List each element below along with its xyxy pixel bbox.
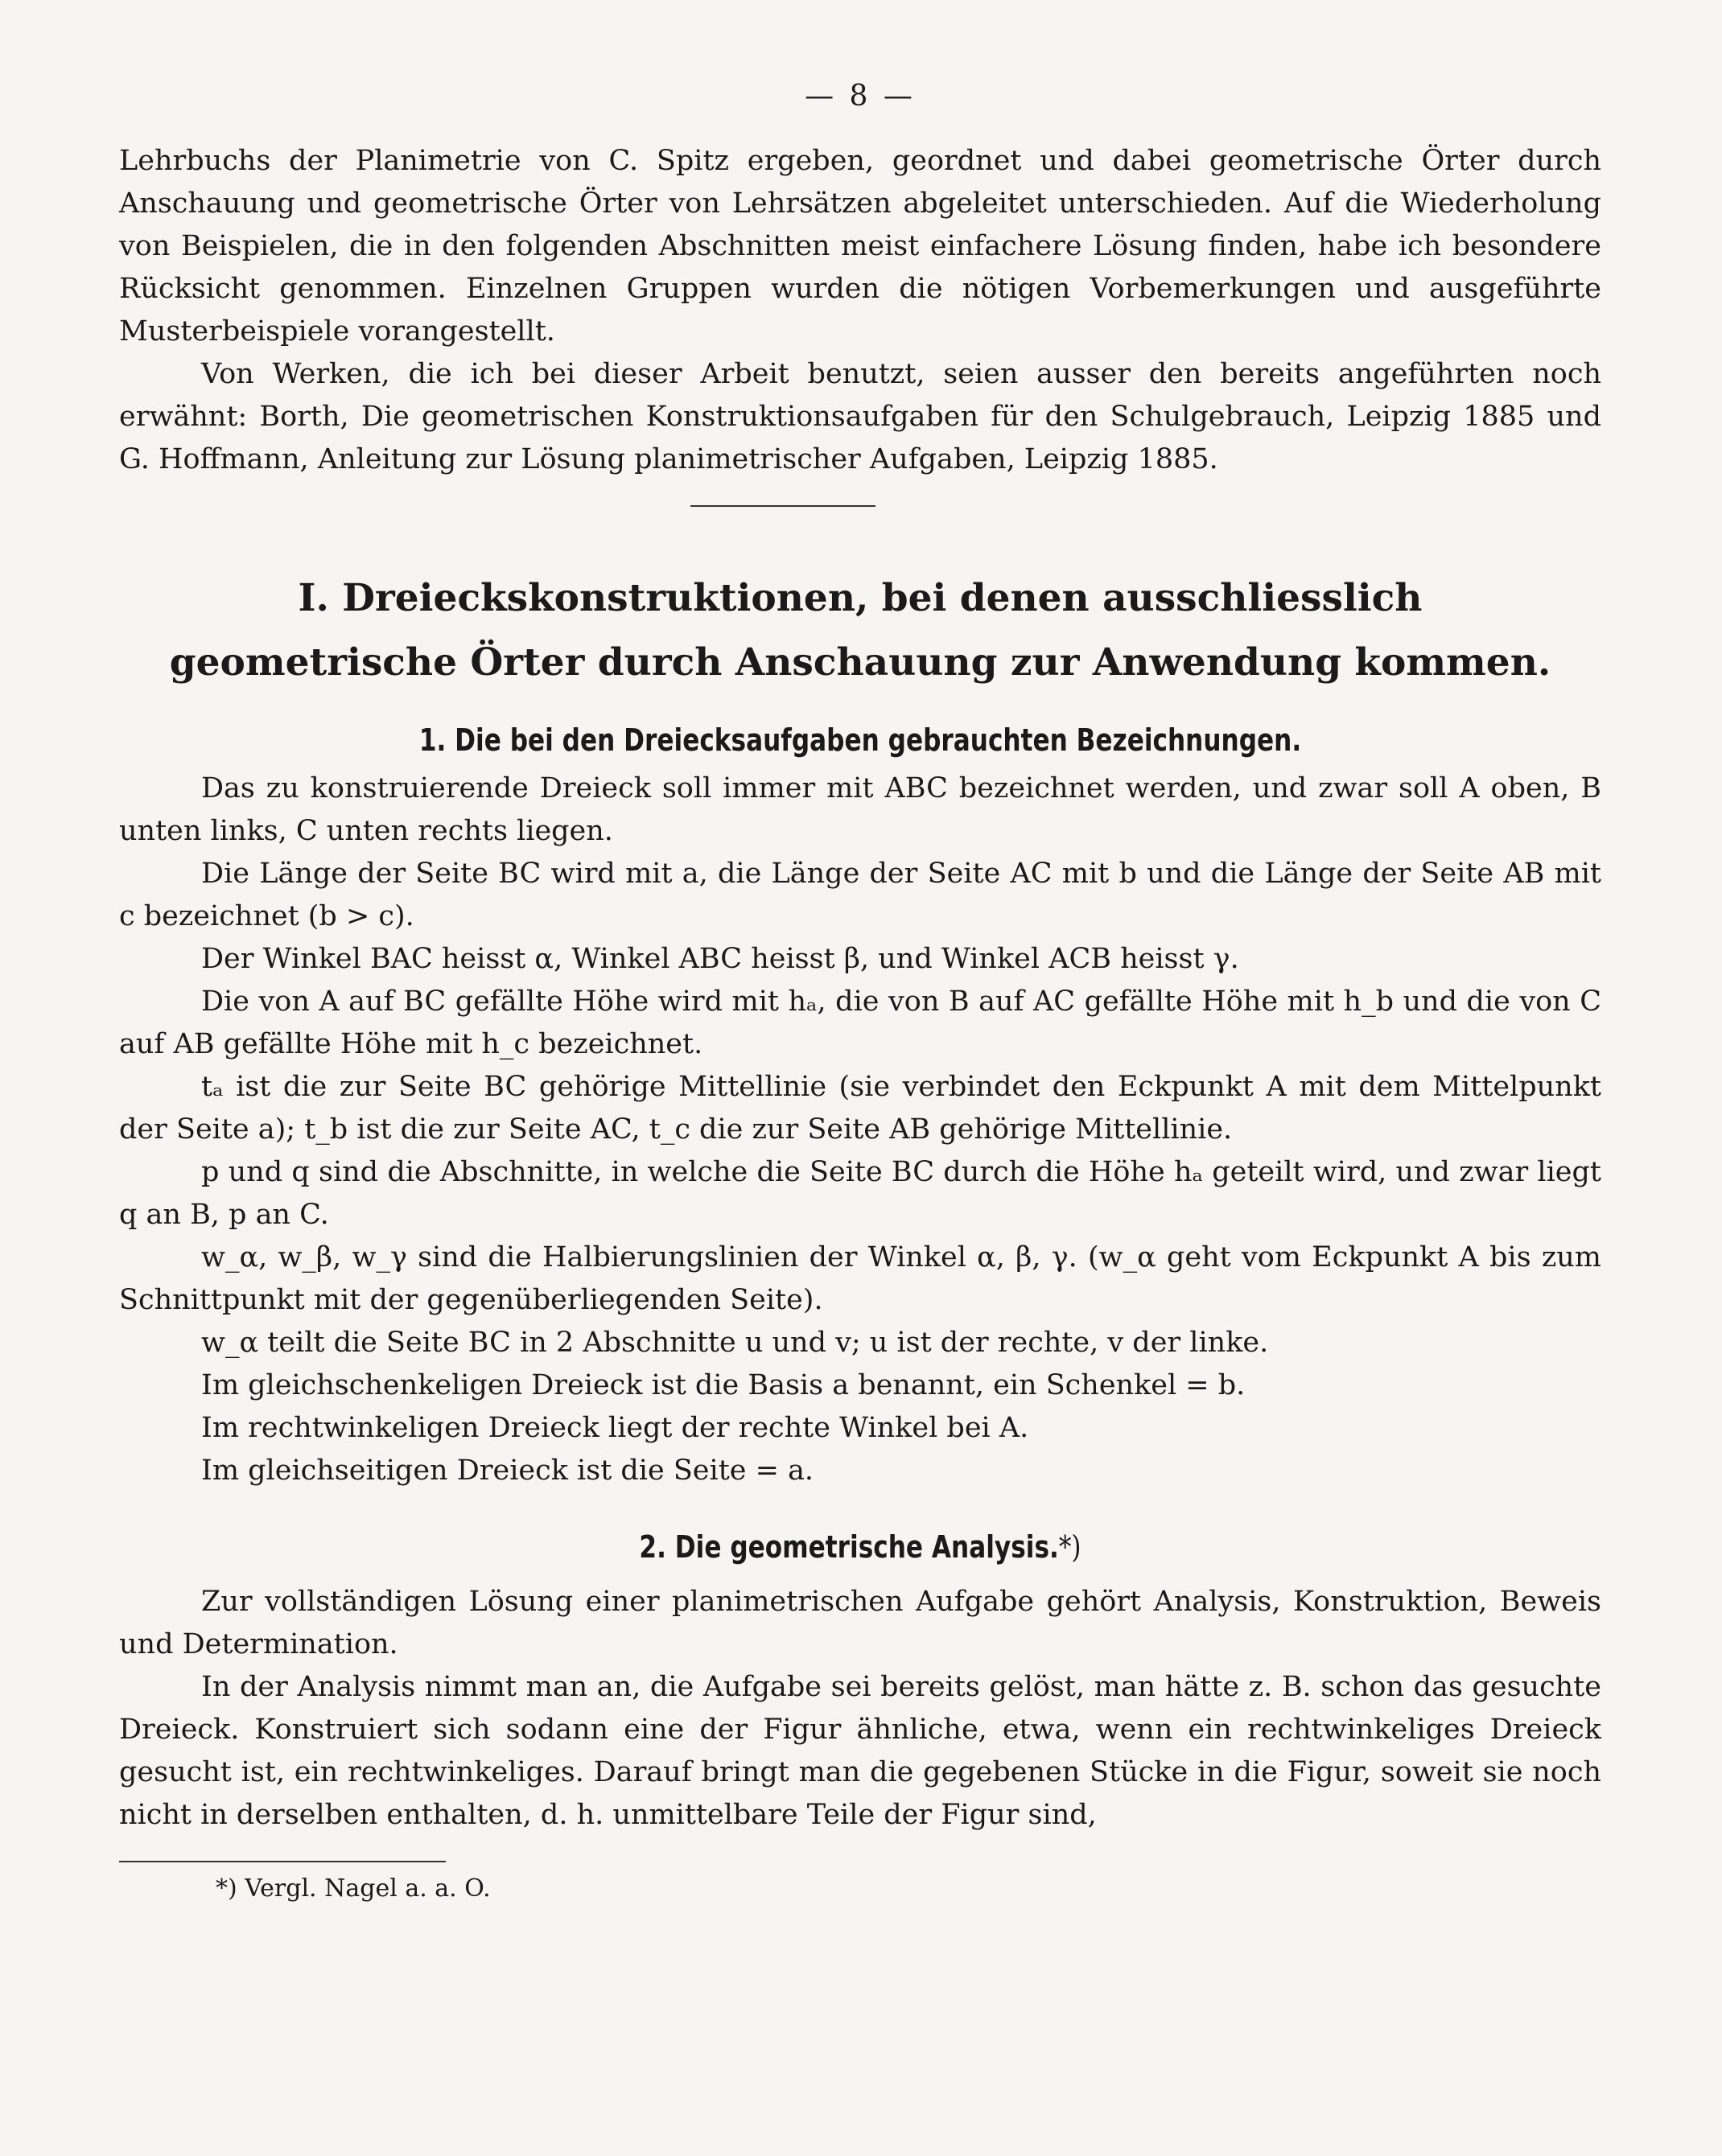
section-1-paragraph: Im rechtwinkeligen Dreieck liegt der rechte Winkel bei A. (201, 1412, 1029, 1444)
section-2-title: 2. Die geometrische Analysis. (639, 1529, 1059, 1565)
section-1-paragraph: Das zu konstruierende Dreieck soll immer mit ABC bezeichnet werden, und zwar soll A oben, B unten links, C unten rechts liegen. (119, 772, 1601, 847)
chapter-heading-line-1: I. Dreieckskonstruktionen, bei denen ausschliesslich (298, 576, 1423, 620)
footnote: *) Vergl. Nagel a. a. O. (216, 1874, 491, 1903)
section-1-title: 1. Die bei den Dreiecksaufgaben gebrauchten Bezeichnungen. (418, 722, 1302, 758)
chapter-heading (119, 566, 1601, 695)
section-2-paragraph: Zur vollständigen Lösung einer planimetrischen Aufgabe gehört Analysis, Konstruktion, Beweis und Determination. (119, 1586, 1601, 1660)
section-1-paragraph: Der Winkel BAC heisst α, Winkel ABC heisst β, und Winkel ACB heisst γ. (201, 943, 1239, 975)
intro-paragraph-2: Von Werken, die ich bei dieser Arbeit benutzt, seien ausser den bereits angeführten noch erwähnt: Borth, Die geometrischen Konstruktionsaufgaben für den Schulgebrauch, Leipzig 1885 und G. Hoffmann, Anleitung zur Lösung planimetrischer Aufgaben, Leipzig 1885. (119, 358, 1601, 475)
section-1-paragraph: Die von A auf BC gefällte Höhe wird mit hₐ, die von B auf AC gefällte Höhe mit h_b und die von C auf AB gefällte Höhe mit h_c bezeichnet. (119, 985, 1601, 1060)
footnote-separator (119, 1861, 446, 1862)
separator-line (690, 505, 875, 507)
chapter-heading-line-2: geometrische Örter durch Anschauung zur Anwendung kommen. (169, 640, 1551, 685)
section-1-paragraph: Die Länge der Seite BC wird mit a, die Länge der Seite AC mit b und die Länge der Seite AB mit c bezeichnet (b > c). (119, 858, 1601, 932)
footnote-marker: *) (1058, 1529, 1081, 1565)
section-1-paragraph: w_α teilt die Seite BC in 2 Abschnitte u und v; u ist der rechte, v der linke. (201, 1327, 1269, 1359)
page (119, 72, 1601, 2132)
section-1-paragraph: Im gleichschenkeligen Dreieck ist die Basis a benannt, ein Schenkel = b. (201, 1369, 1246, 1401)
section-1-paragraph: tₐ ist die zur Seite BC gehörige Mittellinie (sie verbindet den Eckpunkt A mit dem Mittelpunkt der Seite a); t_b ist die zur Seite AC, t_c die zur Seite AB gehörige Mittellinie. (119, 1071, 1601, 1146)
section-2-paragraph: In der Analysis nimmt man an, die Aufgabe sei bereits gelöst, man hätte z. B. schon das gesuchte Dreieck. Konstruiert sich sodann eine der Figur ähnliche, etwa, wenn ein rechtwinkeliges Dreieck gesucht ist, ein rechtwinkeliges. Darauf bringt man die gegebenen Stücke in die Figur, soweit sie noch nicht in derselben enthalten, d. h. unmittelbare Teile der Figur sind, (119, 1671, 1601, 1831)
section-2-heading (253, 1523, 1468, 1571)
page-number: — 8 — (805, 80, 916, 113)
section-1-paragraph: Im gleichseitigen Dreieck ist die Seite = a. (201, 1454, 814, 1487)
intro-paragraph-1: Lehrbuchs der Planimetrie von C. Spitz ergeben, geordnet und dabei geometrische Örter durch Anschauung und geometrische Örter von Lehrsätzen abgeleitet unterschieden. Auf die Wiederholung von Beispielen, die in den folgenden Abschnitten meist einfachere Lösung finden, habe ich besondere Rücksicht genommen. Einzelnen Gruppen wurden die nötigen Vorbemerkungen und ausgeführte Musterbeispiele vorangestellt. (119, 145, 1601, 348)
section-1-paragraph: p und q sind die Abschnitte, in welche die Seite BC durch die Höhe hₐ geteilt wird, und zwar liegt q an B, p an C. (119, 1156, 1601, 1231)
section-1-paragraph: w_α, w_β, w_γ sind die Halbierungslinien der Winkel α, β, γ. (w_α geht vom Eckpunkt A bis zum Schnittpunkt mit der gegenüberliegenden Seite). (119, 1241, 1601, 1316)
